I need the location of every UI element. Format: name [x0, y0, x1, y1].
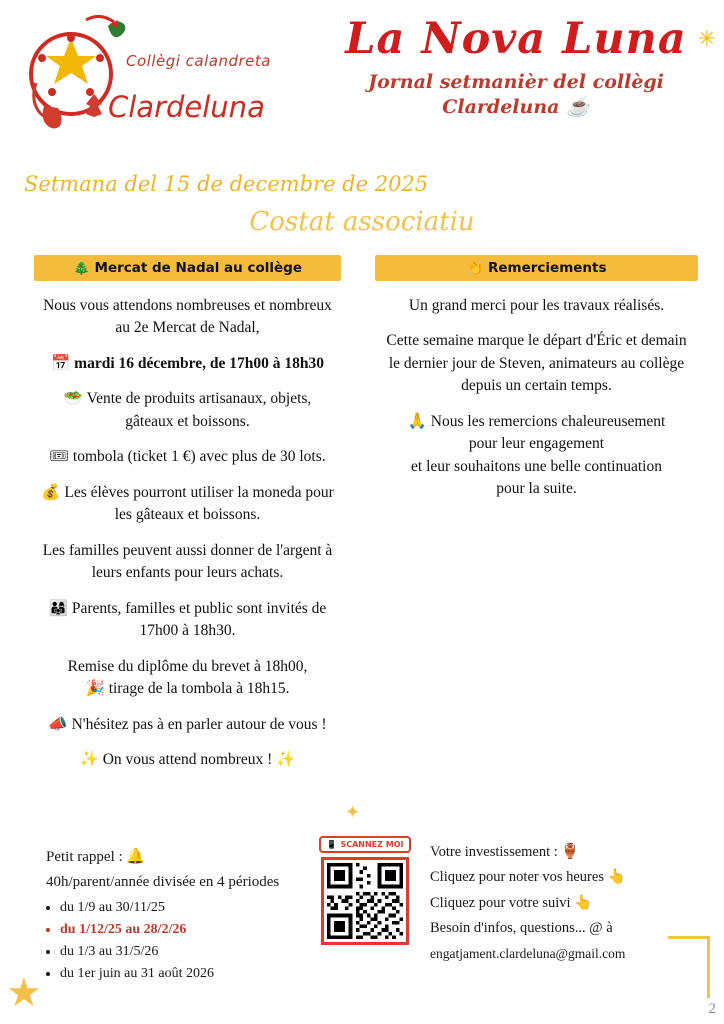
scan-me-label: SCANNEZ MOI	[340, 840, 404, 849]
investment-followup-link[interactable]: Cliquez pour votre suivi 👆	[430, 894, 593, 911]
list-item: • du 1/3 au 31/5/26	[60, 941, 316, 962]
reminder-block	[46, 846, 316, 985]
left-column-band: 🎄 Mercat de Nadal au collège	[34, 255, 341, 281]
qr-block[interactable]	[310, 834, 420, 945]
section-title: Costat associatiu	[249, 207, 475, 237]
sparkle-icon: ✦	[345, 802, 361, 822]
reminder-subtitle: 40h/parent/année divisée en 4 périodes	[46, 873, 280, 890]
investment-title: Votre investissement : 🏺	[430, 844, 580, 860]
paragraph: 📣 N'hésitez pas à en parler autour de vous !	[48, 715, 327, 733]
list-item: • du 1/12/25 au 28/2/26	[60, 919, 316, 940]
week-label: Setmana del 15 de decembre de 2025	[24, 172, 429, 196]
paragraph: Les familles peuvent aussi donner de l'argent à leurs enfants pour leurs achats.	[42, 541, 333, 582]
subtitle-line2: Clardeluna ☕	[442, 95, 590, 118]
logo-line2: Clardeluna	[108, 90, 265, 124]
page-footer	[0, 802, 724, 1024]
qr-code[interactable]	[321, 857, 409, 945]
masthead	[326, 14, 716, 119]
right-column-band: 👏 Remerciements	[375, 255, 698, 281]
left-column	[26, 255, 349, 785]
scan-me-badge	[319, 836, 412, 853]
investment-block	[430, 840, 695, 965]
paragraph: 💰 Les élèves pourront utiliser la moneda pour les gâteaux et boissons.	[41, 483, 334, 524]
mobile-phone-icon: 📱	[326, 840, 337, 849]
paragraph: 🥗 Vente de produits artisanaux, objets, gâteaux et boissons.	[63, 390, 312, 430]
paragraph: Remise du diplôme du brevet à 18h00, 🎉 tirage de la tombola à 18h15.	[67, 657, 308, 698]
page-subtitle	[326, 70, 706, 119]
paragraph: 👨‍👩‍👧 Parents, familles et public sont invités de 17h00 à 18h30.	[48, 599, 327, 640]
star-icon: ★	[6, 970, 42, 1015]
list-item: • du 1/9 au 30/11/25	[60, 897, 316, 918]
subtitle-line1: Jornal setmanièr del collègi	[368, 71, 664, 93]
investment-info: Besoin d'infos, questions... @ à	[430, 920, 613, 937]
reminder-period-list	[60, 897, 316, 984]
list-item: • du 1er juin au 31 août 2026	[60, 963, 316, 984]
paragraph: 🙏 Nous les remercions chaleureusement pour leur engagement et leur souhaitons une belle continuation pour la suite.	[407, 412, 666, 498]
page-number: 2	[708, 1001, 716, 1017]
paragraph: 🎟 tombola (ticket 1 €) avec plus de 30 lots.	[49, 448, 326, 466]
page-title: La Nova Luna	[345, 14, 687, 64]
paragraph: Cette semaine marque le départ d'Éric et demain le dernier jour de Steven, animateurs au collège depuis un certain temps.	[386, 332, 687, 395]
investment-email[interactable]: engatjament.clardeluna@gmail.com	[430, 945, 626, 961]
snowflake-icon: ✳	[697, 26, 716, 51]
school-logo	[16, 8, 316, 148]
content-columns	[0, 237, 724, 785]
occitan-cross-logo-icon	[16, 8, 136, 148]
investment-hours-link[interactable]: Cliquez pour noter vos heures 👆	[430, 869, 626, 886]
page-header	[0, 0, 724, 196]
paragraph-date: 📅 mardi 16 décembre, de 17h00 à 18h30	[50, 354, 325, 372]
logo-line1: Collègi calandreta	[126, 52, 271, 70]
paragraph: Un grand merci pour les travaux réalisés.	[408, 297, 665, 314]
paragraph: ✨ On vous attend nombreux ! ✨	[79, 751, 296, 769]
corner-decoration	[668, 936, 710, 998]
paragraph: Nous vous attendons nombreuses et nombreux au 2e Mercat de Nadal,	[43, 297, 332, 337]
right-column	[375, 255, 698, 785]
qr-code-image	[327, 863, 403, 939]
reminder-title: Petit rappel : 🔔	[46, 849, 146, 865]
